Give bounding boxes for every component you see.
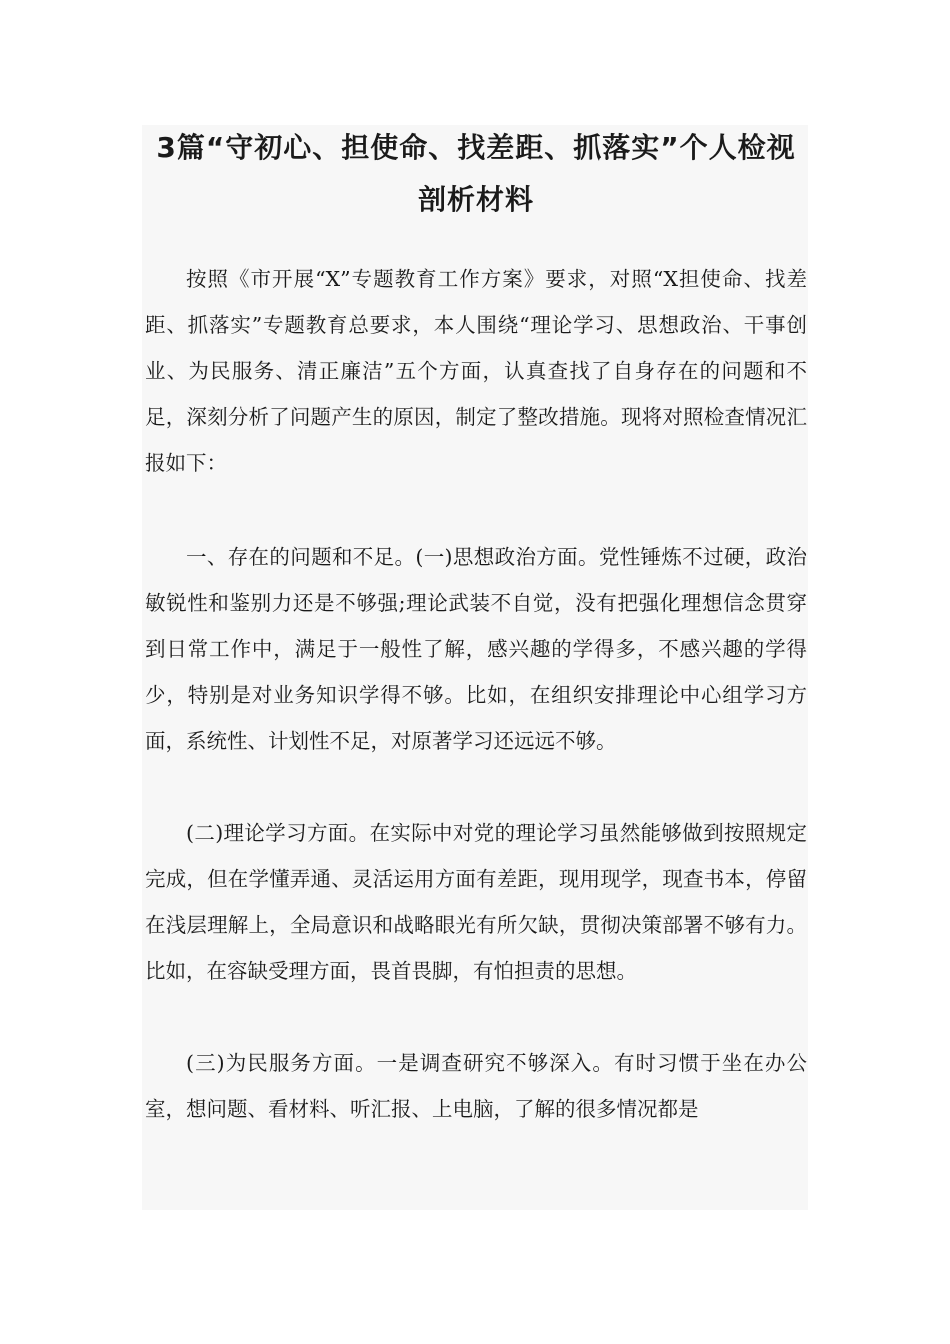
paragraph-intro: 按照《市开展“X”专题教育工作方案》要求，对照“X担使命、找差距、抓落实”专题教育总要求，本人围绕“理论学习、思想政治、干事创业、为民服务、清正廉洁”五个方面，认真查找了自身存在的问题和不足，深刻分析了问题产生的原因，制定了整改措施。现将对照检查情况汇报如下：: [145, 267, 807, 475]
paragraph-section-3: (三)为民服务方面。一是调查研究不够深入。有时习惯于坐在办公室，想问题、看材料、听汇报、上电脑，了解的很多情况都是: [145, 1051, 807, 1121]
paragraph-section-1: 一、存在的问题和不足。(一)思想政治方面。党性锤炼不过硬，政治敏锐性和鉴别力还是不够强;理论武装不自觉，没有把强化理想信念贯穿到日常工作中，满足于一般性了解，感兴趣的学得多，不感兴趣的学得少，特别是对业务知识学得不够。比如，在组织安排理论中心组学习方面，系统性、计划性不足，对原著学习还远远不够。: [145, 545, 807, 753]
paragraph-section-2: (二)理论学习方面。在实际中对党的理论学习虽然能够做到按照规定完成，但在学懂弄通、灵活运用方面有差距，现用现学，现查书本，停留在浅层理解上，全局意识和战略眼光有所欠缺，贯彻决策部署不够有力。比如，在容缺受理方面，畏首畏脚，有怕担责的思想。: [145, 821, 807, 983]
document-body: [145, 122, 807, 1132]
document-title: 3篇“守初心、担使命、找差距、抓落实”个人检视剖析材料: [156, 131, 796, 216]
